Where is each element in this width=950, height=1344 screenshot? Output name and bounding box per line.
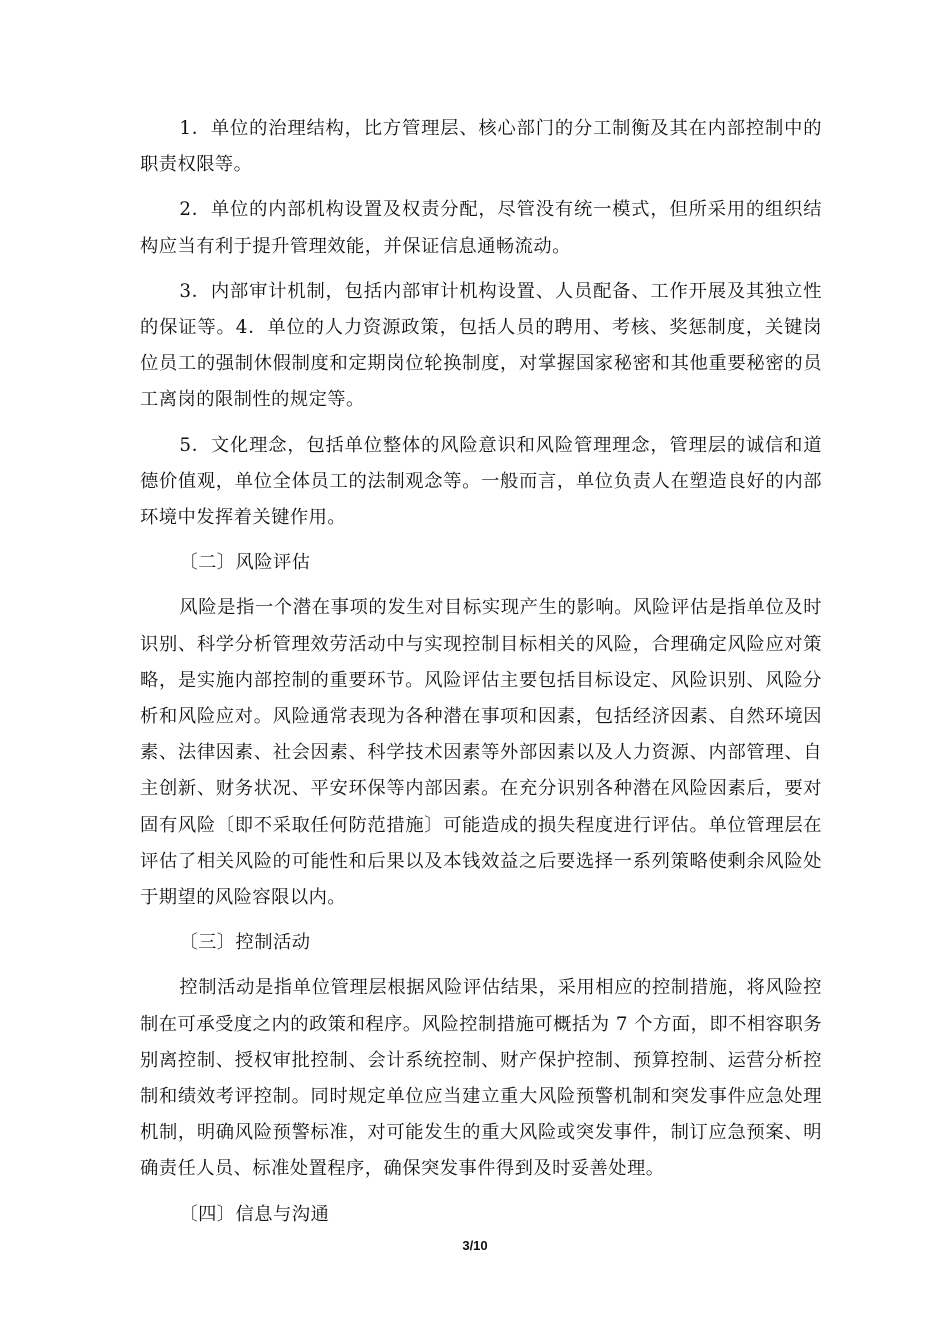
page-number: 3/10 xyxy=(462,1238,488,1253)
section-heading-risk-assessment: 〔二〕风险评估 xyxy=(179,552,311,574)
paragraph-internal-audit-and-hr: 3．内部审计机制，包括内部审计机构设置、人员配备、工作开展及其独立性的保证等。4．单位的人力资源政策，包括人员的聘用、考核、奖惩制度，关键岗位员工的强制休假制度和定期岗位轮换制度，对掌握国家秘密和其他重要秘密的员工离岗的限制性的规定等。 xyxy=(140,280,822,411)
paragraph-internal-organization: 2．单位的内部机构设置及权责分配，尽管没有统一模式，但所采用的组织结构应当有利于提升管理效能，并保证信息通畅流动。 xyxy=(140,199,822,257)
paragraph-governance-structure: 1．单位的治理结构，比方管理层、核心部门的分工制衡及其在内部控制中的职责权限等。 xyxy=(140,118,822,176)
section-heading-control-activities: 〔三〕控制活动 xyxy=(179,932,311,954)
document-body xyxy=(140,111,822,1242)
paragraph-risk-assessment: 风险是指一个潜在事项的发生对目标实现产生的影响。风险评估是指单位及时识别、科学分析管理效劳活动中与实现控制目标相关的风险，合理确定风险应对策略，是实施内部控制的重要环节。风险评估主要包括目标设定、风险识别、风险分析和风险应对。风险通常表现为各种潜在事项和因素，包括经济因素、自然环境因素、法律因素、社会因素、科学技术因素等外部因素以及人力资源、内部管理、自主创新、财务状况、平安环保等内部因素。在充分识别各种潜在风险因素后，要对固有风险〔即不采取任何防范措施〕可能造成的损失程度进行评估。单位管理层在评估了相关风险的可能性和后果以及本钱效益之后要选择一系列策略使剩余风险处于期望的风险容限以内。 xyxy=(140,597,822,909)
paragraph-control-activities: 控制活动是指单位管理层根据风险评估结果，采用相应的控制措施，将风险控制在可承受度之内的政策和程序。风险控制措施可概括为 7 个方面，即不相容职务别离控制、授权审批控制、会计系统控制、财产保护控制、预算控制、运营分析控制和绩效考评控制。同时规定单位应当建立重大风险预警机制和突发事件应急处理机制，明确风险预警标准，对可能发生的重大风险或突发事件，制订应急预案、明确责任人员、标准处置程序，确保突发事件得到及时妥善处理。 xyxy=(140,977,822,1180)
paragraph-culture: 5．文化理念，包括单位整体的风险意识和风险管理理念，管理层的诚信和道德价值观，单位全体员工的法制观念等。一般而言，单位负责人在塑造良好的内部环境中发挥着关键作用。 xyxy=(140,434,822,529)
section-heading-information-communication: 〔四〕信息与沟通 xyxy=(179,1203,330,1225)
